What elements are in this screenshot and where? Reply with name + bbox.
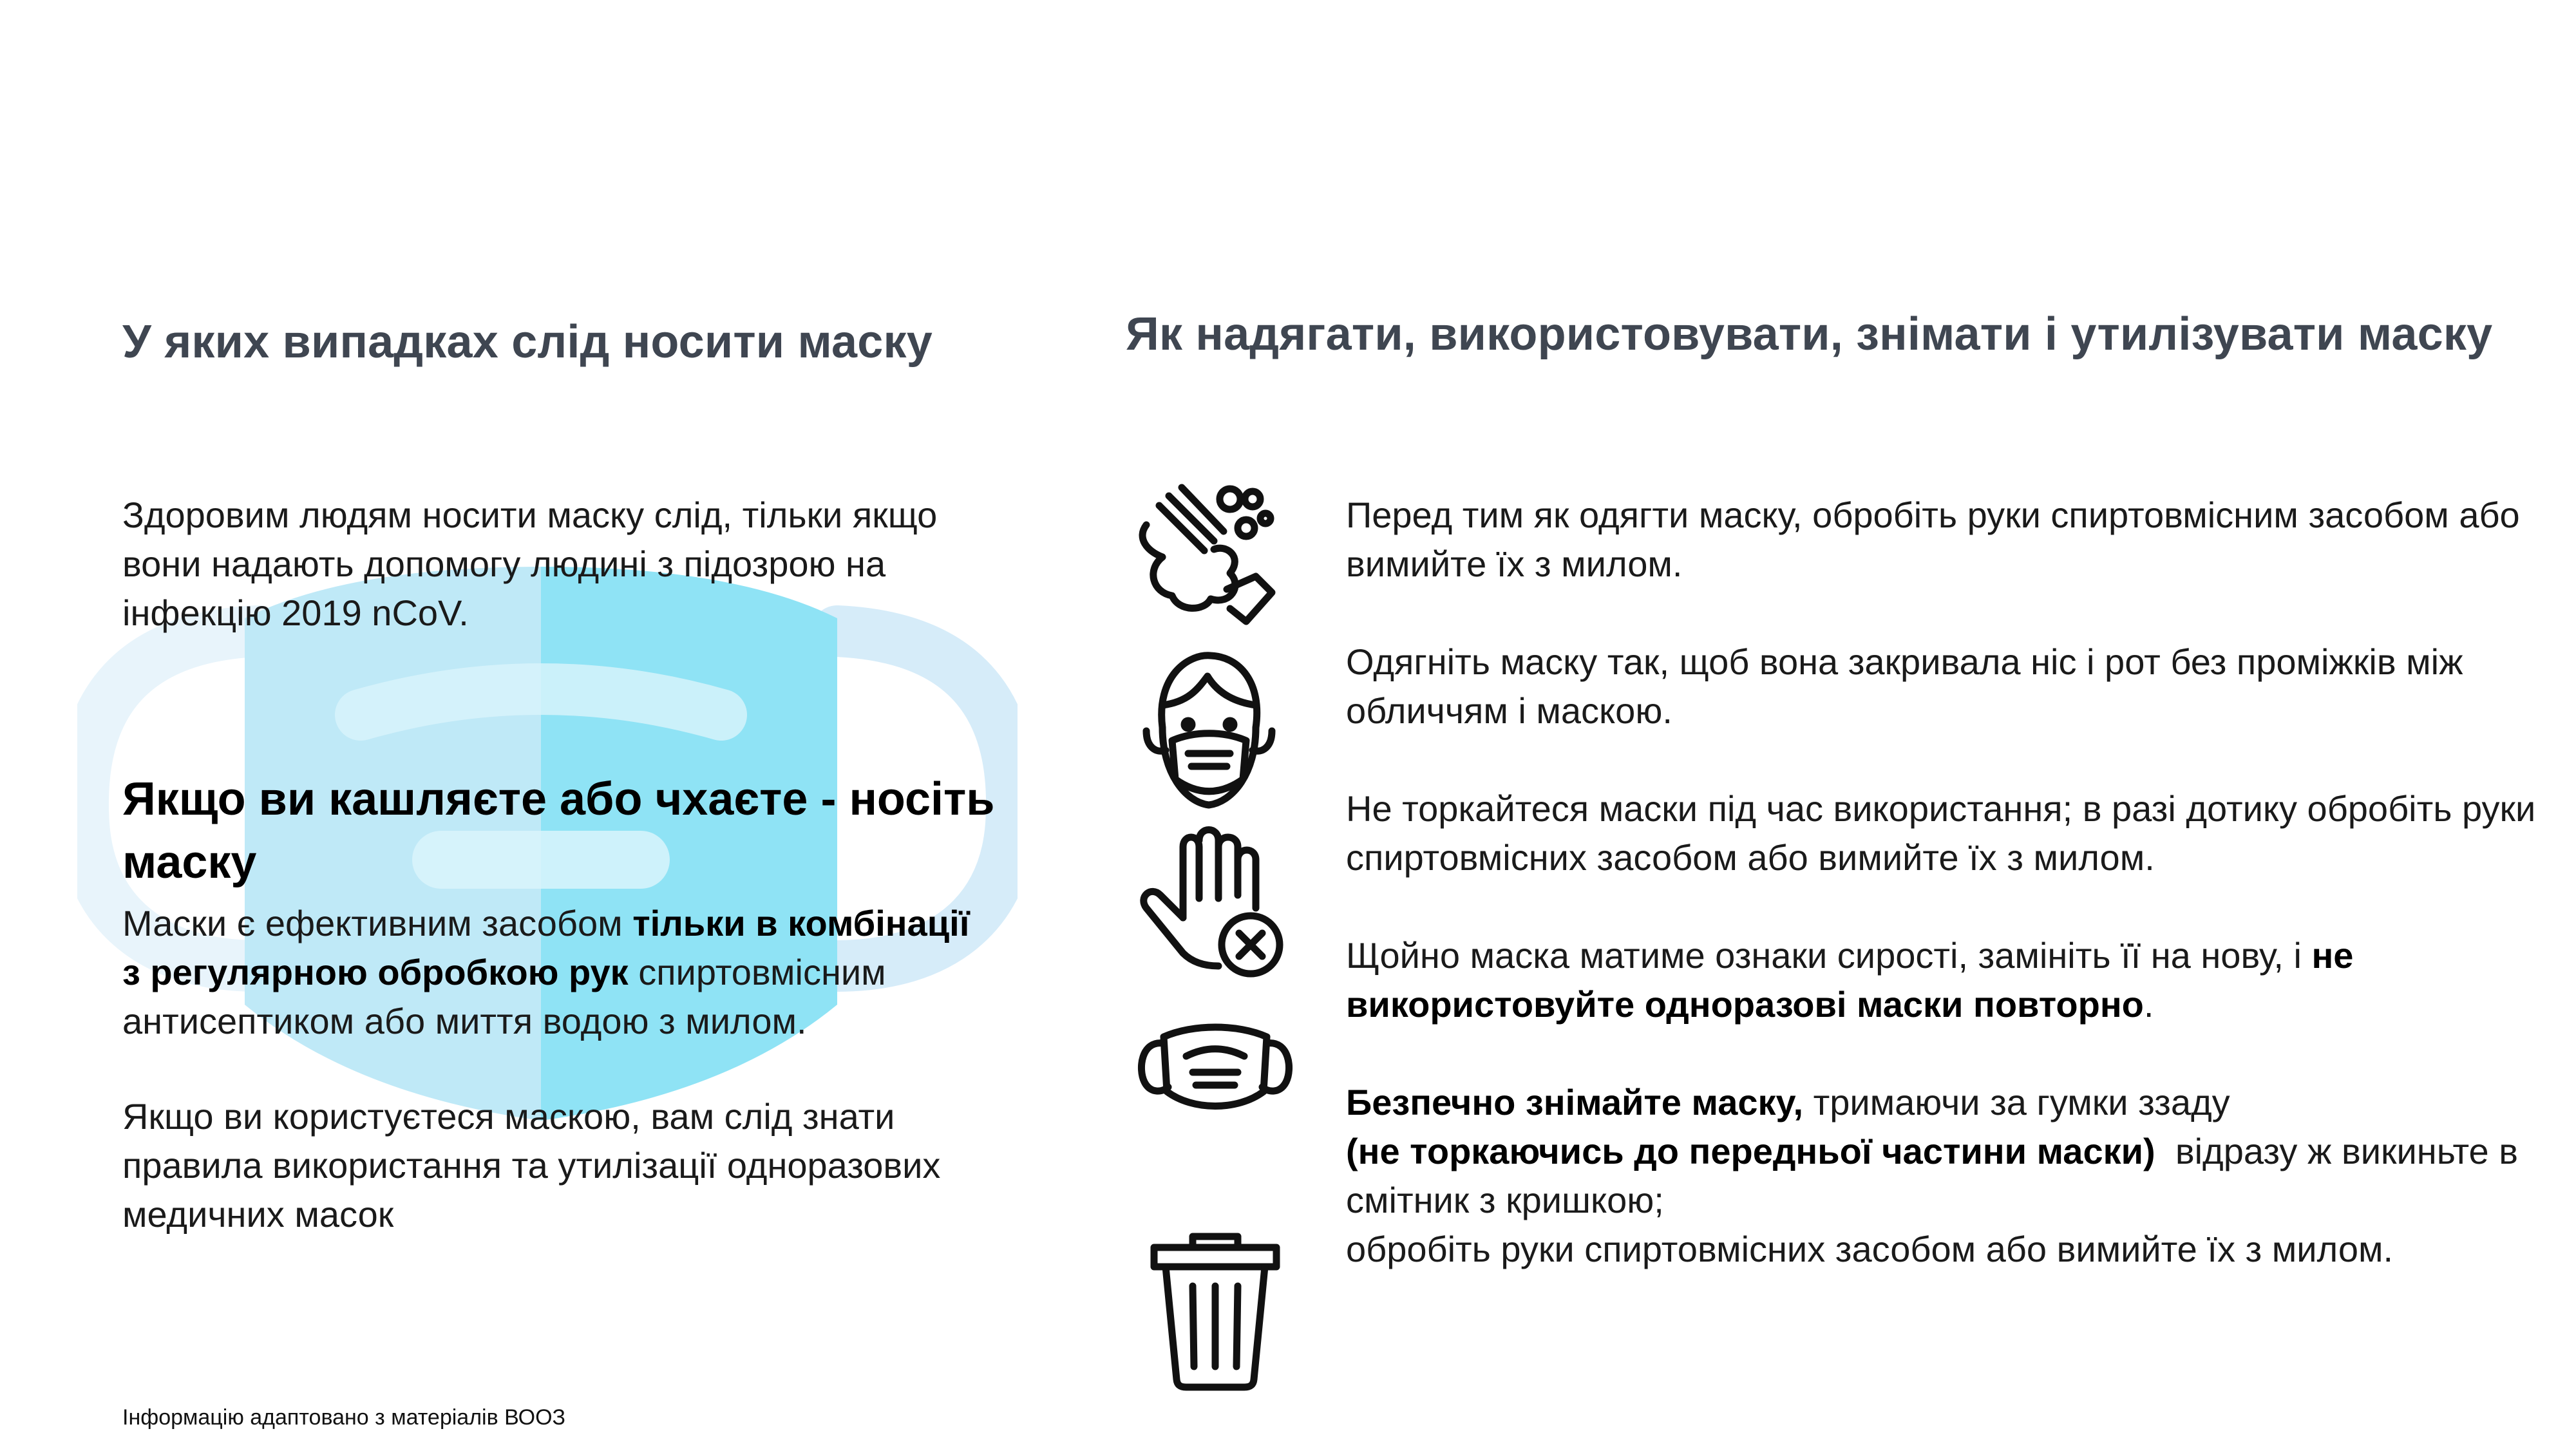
step-no-touch — [1346, 784, 2570, 882]
text-span: Щойно маска матиме ознаки сирості, замініть її на нову, і — [1346, 935, 2312, 976]
step-remove — [1346, 1078, 2570, 1274]
text-span: відразу ж викиньте в — [2155, 1131, 2518, 1171]
source-footnote: Інформацію адаптовано з матеріалів ВООЗ — [122, 1405, 566, 1430]
text-span: тримаючи за гумки ззаду — [1803, 1082, 2230, 1122]
text-line: Якщо ви користуєтеся маскою, вам слід знати — [122, 1096, 895, 1137]
trash-bin-icon — [1148, 1231, 1283, 1392]
text-line: правила використання та утилізації одноразових — [122, 1145, 941, 1186]
step-line: обличчям і маскою. — [1346, 690, 1672, 731]
face-mask-icon — [1135, 1018, 1296, 1114]
step-line: Не торкайтеся маски під час використання; в разі дотику обробіть руки — [1346, 788, 2536, 829]
no-touch-hand-icon — [1135, 821, 1289, 982]
bold-text: використовуйте одноразові маски повторно — [1346, 984, 2144, 1025]
step-replace — [1346, 931, 2570, 1029]
text-span: спиртовмісним — [628, 952, 886, 992]
left-heading: У яких випадках слід носити маску — [122, 316, 933, 368]
step-line: вимийте їх з милом. — [1346, 544, 1683, 584]
cough-heading-line: маску — [122, 837, 257, 888]
intro-line: Здоровим людям носити маску слід, тільки якщо — [122, 495, 938, 535]
text-span: . — [2143, 984, 2154, 1025]
step-line: обробіть руки спиртовмісних засобом або вимийте їх з милом. — [1346, 1229, 2394, 1269]
cough-heading-line: Якщо ви кашляєте або чхаєте - носіть — [122, 773, 995, 825]
bold-text: тільки в комбінації — [632, 903, 970, 943]
bold-text: (не торкаючись до передньої частини маски) — [1346, 1131, 2155, 1171]
bold-text: не — [2311, 935, 2354, 976]
text-line: медичних масок — [122, 1194, 394, 1235]
usage-rules-paragraph — [122, 1092, 940, 1239]
intro-line: інфекцію 2019 nCoV. — [122, 592, 469, 633]
step-put-on — [1346, 638, 2570, 735]
text-span: Маски є ефективним засобом — [122, 903, 633, 943]
step-hands — [1346, 491, 2570, 589]
effectiveness-paragraph — [122, 899, 969, 1046]
step-line: Одягніть маску так, щоб вона закривала ніс і рот без проміжків між — [1346, 641, 2463, 682]
cough-heading — [122, 768, 995, 894]
intro-line: вони надають допомогу людині з підозрою на — [122, 544, 886, 584]
text-line: антисептиком або миття водою з милом. — [122, 1001, 807, 1041]
intro-paragraph — [122, 491, 937, 638]
bold-text: з регулярною обробкою рук — [122, 952, 629, 992]
step-line: смітник з кришкою; — [1346, 1180, 1664, 1220]
step-line: Перед тим як одягти маску, обробіть руки спиртовмісним засобом або — [1346, 495, 2520, 535]
step-line: спиртовмісних засобом або вимийте їх з милом. — [1346, 837, 2155, 878]
bold-text: Безпечно знімайте маску, — [1346, 1082, 1804, 1122]
hand-washing-icon — [1133, 480, 1282, 634]
right-heading: Як надягати, використовувати, знімати і утилізувати маску — [1126, 308, 2493, 360]
face-mask-person-icon — [1137, 650, 1278, 811]
